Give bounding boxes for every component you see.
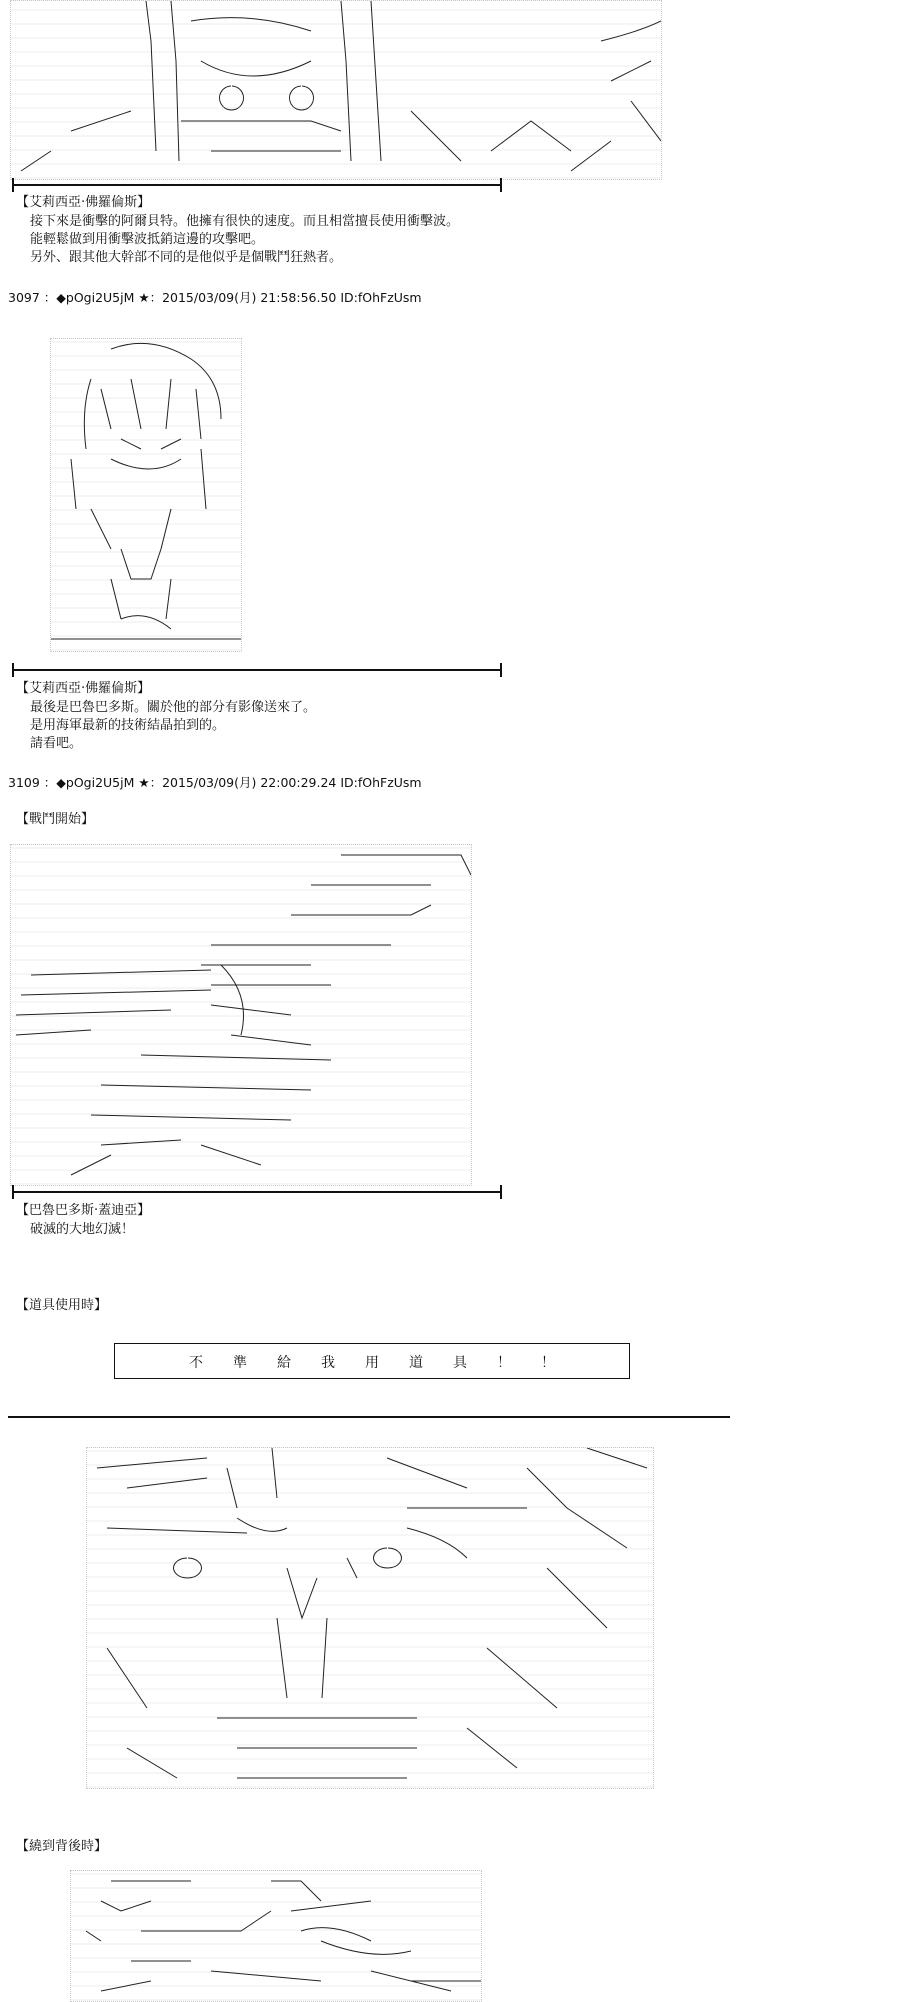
separator-rule <box>12 1191 502 1193</box>
separator-tick <box>12 663 14 677</box>
dialogue-line: 另外、跟其他大幹部不同的是他似乎是個戰鬥狂熱者。 <box>30 250 343 265</box>
separator-tick <box>12 1185 14 1199</box>
ascii-art-character-fighter <box>10 844 472 1186</box>
speaker-name: 【艾莉西亞‧佛羅倫斯】 <box>16 195 151 210</box>
separator-rule <box>12 184 502 186</box>
notice-text: 不準給我用道具！！ <box>189 1355 585 1371</box>
speaker-name: 【巴魯巴多斯‧蓋迪亞】 <box>16 1203 151 1218</box>
ascii-art-character-top <box>10 0 662 180</box>
section-label: 【戰鬥開始】 <box>16 812 95 827</box>
ascii-art-lines <box>87 1448 653 1788</box>
long-divider <box>8 1416 730 1418</box>
post-header: 3109 ：◆pOgi2U5jM ★：2015/03/09(月) 22:00:29.24 ID:fOhFzUsm <box>8 775 422 790</box>
notice-box <box>114 1343 630 1379</box>
section-label: 【道具使用時】 <box>16 1298 108 1313</box>
ascii-art-lines <box>11 1 661 179</box>
post-header: 3097 ：◆pOgi2U5jM ★：2015/03/09(月) 21:58:56.50 ID:fOhFzUsm <box>8 290 422 305</box>
separator-tick <box>500 1185 502 1199</box>
ascii-art-lines <box>71 1871 481 2001</box>
dialogue-line: 是用海軍最新的技術結晶拍到的。 <box>30 718 226 733</box>
dialogue-line: 接下來是衝擊的阿爾貝特。他擁有很快的速度。而且相當擅長使用衝擊波。 <box>30 214 460 229</box>
dialogue-line: 最後是巴魯巴多斯。關於他的部分有影像送來了。 <box>30 700 317 715</box>
separator-rule <box>12 669 502 671</box>
ascii-art-lines <box>11 845 471 1185</box>
speaker-name: 【艾莉西亞‧佛羅倫斯】 <box>16 681 151 696</box>
dialogue-line: 能輕鬆做到用衝擊波抵銷這邊的攻擊吧。 <box>30 232 265 247</box>
ascii-art-face-closeup <box>86 1447 654 1789</box>
separator-tick <box>12 178 14 192</box>
dialogue-line: 破滅的大地幻滅！ <box>30 1222 135 1237</box>
separator-tick <box>500 178 502 192</box>
ascii-art-character-bottom <box>70 1870 482 2002</box>
separator-tick <box>500 663 502 677</box>
dialogue-line: 請看吧。 <box>30 736 83 751</box>
ascii-art-lines <box>51 339 241 651</box>
section-label: 【繞到背後時】 <box>16 1839 108 1854</box>
ascii-art-character-standing <box>50 338 242 652</box>
